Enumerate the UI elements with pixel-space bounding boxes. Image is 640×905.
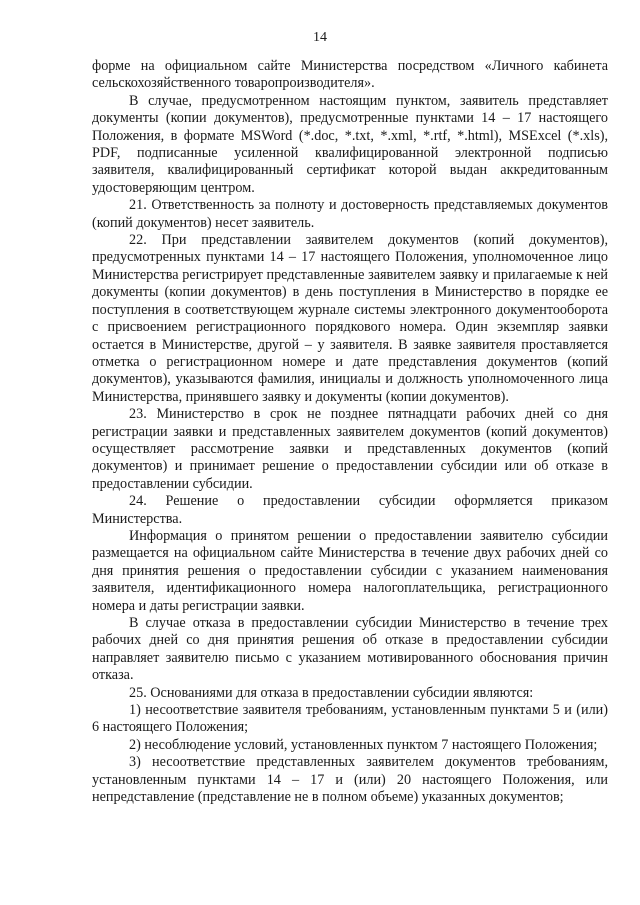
document-body bbox=[92, 58, 608, 806]
paragraph-refusal-notice: В случае отказа в предоставлении субсидии Министерство в течение трех рабочих дней со дня принятия решения об отказе в предоставлении субсидии направляет заявителю письмо с указанием мотивированного обоснования причин отказа. bbox=[92, 615, 608, 684]
paragraph-continuation: форме на официальном сайте Министерства посредством «Личного кабинета сельскохозяйственного товаропроизводителя». bbox=[92, 58, 608, 92]
paragraph-item-22: 22. При представлении заявителем документов (копий документов), предусмотренных пунктами 14 – 17 настоящего Положения, уполномоченное лицо Министерства регистрирует представленные заявителем заявку и прилагаемые к ней документы (копии документов) в день поступления в Министерство в порядке ее поступления в соответствующем журнале системы электронного документооборота с присвоением регистрационного порядкового номера. Один экземпляр заявки остается в Министерстве, другой – у заявителя. В заявке заявителя проставляется отметка о регистрационном номере и дате представления документов (копий документов), указываются фамилия, инициалы и должность уполномоченного лица Министерства, принявшего заявку и документы (копии документов). bbox=[92, 232, 608, 405]
list-item-1: 1) несоответствие заявителя требованиям, установленным пунктами 5 и (или) 6 настоящего Положения; bbox=[92, 702, 608, 736]
page-number: 14 bbox=[313, 30, 327, 45]
list-item-2: 2) несоблюдение условий, установленных пунктом 7 настоящего Положения; bbox=[129, 736, 598, 753]
paragraph-item-21: 21. Ответственность за полноту и достоверность представляемых документов (копий документов) несет заявитель. bbox=[92, 197, 608, 231]
paragraph-item-23: 23. Министерство в срок не позднее пятнадцати рабочих дней со дня регистрации заявки и представленных заявителем документов (копий документов) осуществляет рассмотрение заявки и представленных документов (копий документов) и принимает решение о предоставлении субсидии или об отказе в предоставлении субсидии. bbox=[92, 406, 608, 492]
paragraph-decision-info: Информация о принятом решении о предоставлении заявителю субсидии размещается на официальном сайте Министерства в течение двух рабочих дней со дня принятия решения о предоставлении субсидии с указанием наименования заявителя, идентификационного номера налогоплательщика, регистрационного номера и даты регистрации заявки. bbox=[92, 527, 608, 614]
paragraph-item-25: 25. Основаниями для отказа в предоставлении субсидии являются: bbox=[129, 684, 534, 701]
paragraph-electronic-format: В случае, предусмотренном настоящим пунктом, заявитель представляет документы (копии документов), предусмотренные пунктами 14 – 17 настоящего Положения, в формате MSWord (*.doc, *.txt, *.xml, *.rtf, *.html), MSExcel (*.xls), PDF, подписанные усиленной квалифицированной электронной подписью заявителя, квалифицированный сертификат которой выдан аккредитованным удостоверяющим центром. bbox=[92, 92, 608, 196]
list-item-3: 3) несоответствие представленных заявителем документов требованиям, установленным пунктами 14 – 17 и (или) 20 настоящего Положения, или непредставление (представление не в полном объеме) указанных документов; bbox=[92, 754, 608, 806]
paragraph-item-24: 24. Решение о предоставлении субсидии оформляется приказом Министерства. bbox=[92, 493, 608, 527]
